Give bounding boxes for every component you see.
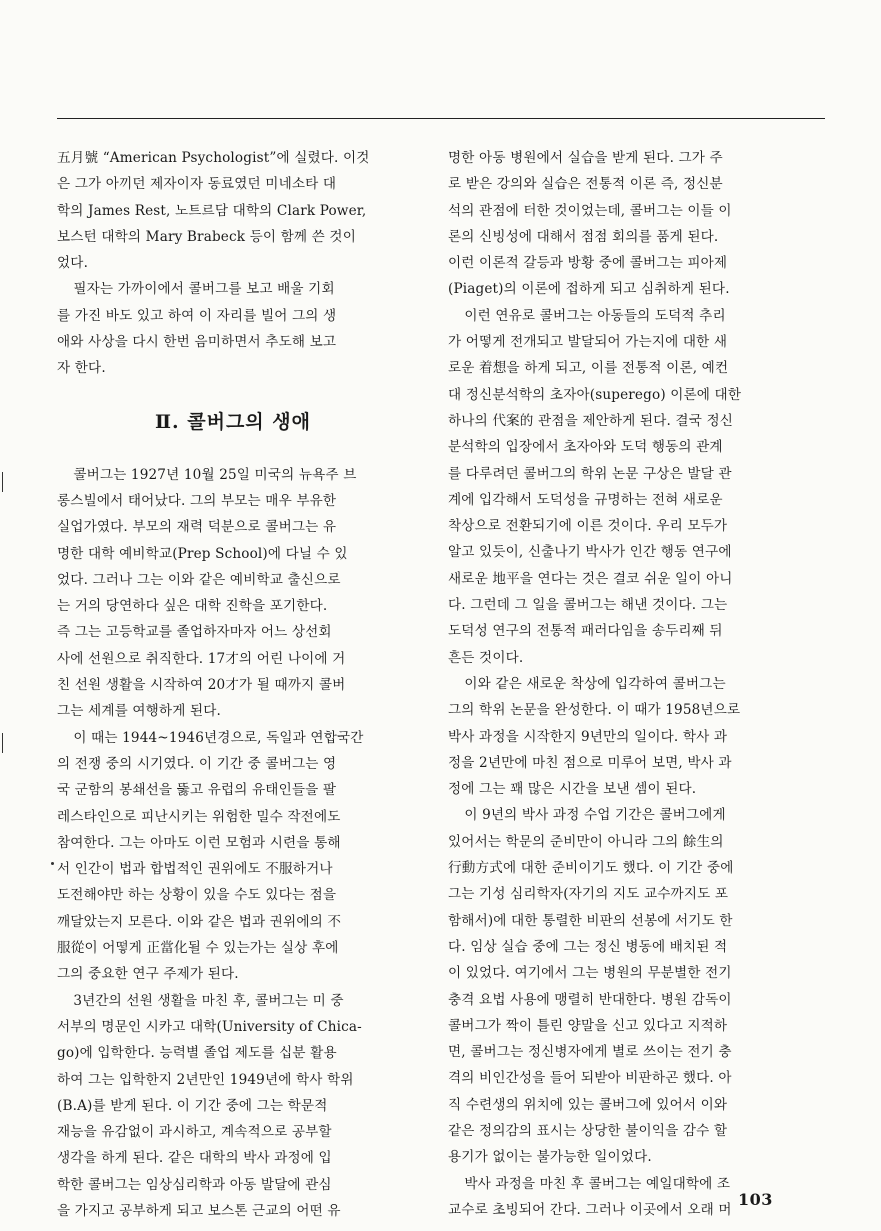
text-line: 박사 과정을 마친 후 콜버그는 예일대학에 조 bbox=[464, 1175, 731, 1192]
text-line: 로 받은 강의와 실습은 전통적 이론 즉, 정신분 bbox=[448, 176, 723, 193]
text-line: 보스턴 대학의 Mary Brabeck 등이 함께 쓴 것이 bbox=[57, 228, 356, 245]
text-line: 行動方式에 대한 준비이기도 했다. 이 기간 중에 bbox=[448, 860, 734, 877]
paragraph bbox=[57, 145, 409, 276]
section-heading: Ⅱ. 콜버그의 생애 bbox=[155, 410, 311, 433]
text-line: 친 선원 생활을 시작하여 20才가 될 때까지 콜버 bbox=[57, 677, 346, 694]
text-line: 서부의 명문인 시카고 대학(University of Chica- bbox=[57, 1018, 362, 1035]
text-line: 같은 정의감의 표시는 상당한 불이익을 감수 할 bbox=[448, 1122, 728, 1139]
text-line: 충격 요법 사용에 맹렬히 반대한다. 병원 감독이 bbox=[448, 991, 732, 1008]
text-line: 은 그가 아끼던 제자이자 동료였던 미네소타 대 bbox=[57, 176, 337, 193]
text-line: 대 정신분석학의 초자아(superego) 이론에 대한 bbox=[448, 386, 742, 403]
text-line: 명한 아동 병원에서 실습을 받게 된다. 그가 주 bbox=[448, 150, 723, 166]
text-line: 교수로 초빙되어 간다. 그러나 이곳에서 오래 머 bbox=[448, 1201, 732, 1218]
text-line: 이 때는 1944~1946년경으로, 독일과 연합국간 bbox=[73, 729, 364, 746]
text-line: 그는 세계를 여행하게 된다. bbox=[57, 703, 221, 720]
text-line: 이와 같은 새로운 착상에 입각하여 콜버그는 bbox=[464, 675, 726, 692]
text-line: 이런 연유로 콜버그는 아동들의 도덕적 추리 bbox=[464, 307, 726, 324]
text-line: 학한 콜버그는 임상심리학과 아동 발달에 관심 bbox=[57, 1176, 332, 1193]
text-line: 하나의 代案的 관점을 제안하게 된다. 결국 정신 bbox=[448, 412, 734, 429]
text-line: 학의 James Rest, 노트르담 대학의 Clark Power, bbox=[57, 202, 367, 219]
text-line: 분석학의 입장에서 초자아와 도덕 행동의 관계 bbox=[448, 439, 723, 456]
right-column bbox=[448, 145, 800, 1223]
text-line: 생각을 하게 된다. 같은 대학의 박사 과정에 입 bbox=[57, 1150, 332, 1167]
text-line: 격의 비인간성을 들어 되받아 비판하곤 했다. 아 bbox=[448, 1070, 732, 1087]
text-line: 계에 입각해서 도덕성을 규명하는 전혀 새로운 bbox=[448, 491, 723, 508]
margin-dot bbox=[51, 862, 54, 865]
paragraph bbox=[57, 276, 409, 381]
text-line: 사에 선원으로 취직한다. 17才의 어린 나이에 거 bbox=[57, 650, 346, 667]
text-line: 콜버그는 1927년 10월 25일 미국의 뉴욕주 브 bbox=[73, 466, 357, 483]
text-line: 정을 2년만에 마친 점으로 미루어 보면, 박사 과 bbox=[448, 754, 732, 771]
text-line: 면, 콜버그는 정신병자에게 별로 쓰이는 전기 충 bbox=[448, 1044, 732, 1061]
text-line: 이 있었다. 여기에서 그는 병원의 무분별한 전기 bbox=[448, 965, 732, 982]
text-line: 그는 기성 심리학자(자기의 지도 교수까지도 포 bbox=[448, 886, 729, 903]
paragraph bbox=[448, 303, 800, 671]
text-line: 五月號 “American Psychologist”에 실렸다. 이것 bbox=[57, 150, 370, 166]
text-line: 그의 중요한 연구 주제가 된다. bbox=[57, 966, 239, 983]
text-line: 롱스빌에서 태어났다. 그의 부모는 매우 부유한 bbox=[57, 492, 337, 509]
text-line: 석의 관점에 터한 것이었는데, 콜버그는 이들 이 bbox=[448, 202, 732, 219]
text-line: 함해서)에 대한 통렬한 비판의 선봉에 서기도 한 bbox=[448, 912, 733, 929]
text-line: 있어서는 학문의 준비만이 아니라 그의 餘生의 bbox=[448, 833, 724, 850]
left-column bbox=[57, 145, 409, 1224]
text-line: 서 인간이 법과 합법적인 권위에도 不服하거나 bbox=[57, 861, 333, 878]
header-rule bbox=[57, 118, 825, 119]
text-line: 실업가였다. 부모의 재력 덕분으로 콜버그는 유 bbox=[57, 519, 337, 536]
text-line: 용기가 없이는 불가능한 일이었다. bbox=[448, 1149, 652, 1166]
text-line: 도덕성 연구의 전통적 패러다임을 송두리째 뒤 bbox=[448, 623, 723, 640]
text-line: 하여 그는 입학한지 2년만인 1949년에 학사 학위 bbox=[57, 1071, 354, 1088]
text-line: 을 가지고 공부하게 되고 보스톤 근교의 어떤 유 bbox=[57, 1202, 341, 1219]
text-line: 다. 임상 실습 중에 그는 정신 병동에 배치된 적 bbox=[448, 938, 728, 955]
paragraph bbox=[57, 462, 409, 725]
margin-mark bbox=[2, 733, 3, 753]
text-line: 었다. bbox=[57, 255, 89, 272]
text-line: 이 9년의 박사 과정 수업 기간은 콜버그에게 bbox=[464, 807, 726, 824]
text-line: 론의 신빙성에 대해서 점점 회의를 품게 된다. bbox=[448, 228, 719, 245]
page-number: 103 bbox=[738, 1190, 773, 1209]
paragraph bbox=[448, 671, 800, 802]
paragraph bbox=[57, 988, 409, 1225]
text-line: 직 수련생의 위치에 있는 콜버그에 있어서 이와 bbox=[448, 1096, 728, 1113]
text-line: 콜버그가 짝이 틀린 양말을 신고 있다고 지적하 bbox=[448, 1017, 728, 1034]
text-line: 정에 그는 꽤 많은 시간을 보낸 셈이 된다. bbox=[448, 781, 697, 798]
text-line: 애와 사상을 다시 한번 음미하면서 추도해 보고 bbox=[57, 334, 337, 351]
text-line: (Piaget)의 이론에 접하게 되고 심취하게 된다. bbox=[448, 281, 730, 298]
text-line: 도전해야만 하는 상황이 있을 수도 있다는 점을 bbox=[57, 887, 337, 904]
text-line: 국 군함의 봉쇄선을 뚫고 유럽의 유태인들을 팔 bbox=[57, 782, 337, 799]
text-line: 재능을 유감없이 과시하고, 계속적으로 공부할 bbox=[57, 1124, 332, 1141]
text-line: 새로운 地平을 연다는 것은 결코 쉬운 일이 아니 bbox=[448, 570, 733, 587]
paragraph bbox=[57, 725, 409, 988]
margin-mark bbox=[2, 472, 3, 492]
text-line: 박사 과정을 시작한지 9년만의 일이다. 학사 과 bbox=[448, 728, 728, 745]
text-line: 착상으로 전환되기에 이른 것이다. 우리 모두가 bbox=[448, 518, 728, 535]
text-line: 의 전쟁 중의 시기였다. 이 기간 중 콜버그는 영 bbox=[57, 755, 337, 772]
text-line: 명한 대학 예비학교(Prep School)에 다닐 수 있 bbox=[57, 545, 348, 562]
text-line: 로운 着想을 하게 되고, 이를 전통적 이론, 예컨 bbox=[448, 360, 729, 377]
text-line: 가 어떻게 전개되고 발달되어 가는지에 대한 새 bbox=[448, 334, 728, 351]
text-line: 레스타인으로 피난시키는 위험한 밀수 작전에도 bbox=[57, 808, 341, 825]
paragraph bbox=[448, 145, 800, 303]
text-line: 를 가진 바도 있고 하여 이 자리를 빌어 그의 생 bbox=[57, 307, 337, 324]
text-line: 깨달았는지 모른다. 이와 같은 법과 권위에의 不 bbox=[57, 913, 342, 930]
text-line: 3년간의 선원 생활을 마친 후, 콜버그는 미 중 bbox=[73, 992, 344, 1009]
paragraph bbox=[448, 802, 800, 1170]
text-line: 그의 학위 논문을 완성한다. 이 때가 1958년으로 bbox=[448, 702, 741, 719]
text-line: 참여한다. 그는 아마도 이런 모험과 시련을 통해 bbox=[57, 834, 341, 851]
text-line: 는 거의 당연하다 싶은 대학 진학을 포기한다. bbox=[57, 598, 328, 615]
text-line: 자 한다. bbox=[57, 360, 106, 377]
text-line: 흔든 것이다. bbox=[448, 649, 524, 666]
text-line: 이런 이론적 갈등과 방황 중에 콜버그는 피아제 bbox=[448, 255, 728, 272]
text-line: 었다. 그러나 그는 이와 같은 예비학교 출신으로 bbox=[57, 571, 341, 588]
text-line: go)에 입학한다. 능력별 졸업 제도를 십분 활용 bbox=[57, 1045, 337, 1062]
text-line: 를 다루려던 콜버그의 학위 논문 구상은 발달 관 bbox=[448, 465, 732, 482]
text-line: 즉 그는 고등학교를 졸업하자마자 어느 상선회 bbox=[57, 624, 332, 641]
text-line: 다. 그런데 그 일을 콜버그는 해낸 것이다. 그는 bbox=[448, 597, 728, 614]
text-line: (B.A)를 받게 된다. 이 기간 중에 그는 학문적 bbox=[57, 1097, 328, 1114]
text-line: 服從이 어떻게 正當化될 수 있는가는 실상 후에 bbox=[57, 940, 339, 957]
text-line: 알고 있듯이, 신출나기 박사가 인간 행동 연구에 bbox=[448, 544, 732, 561]
text-line: 필자는 가까이에서 콜버그를 보고 배울 기회 bbox=[73, 281, 335, 298]
